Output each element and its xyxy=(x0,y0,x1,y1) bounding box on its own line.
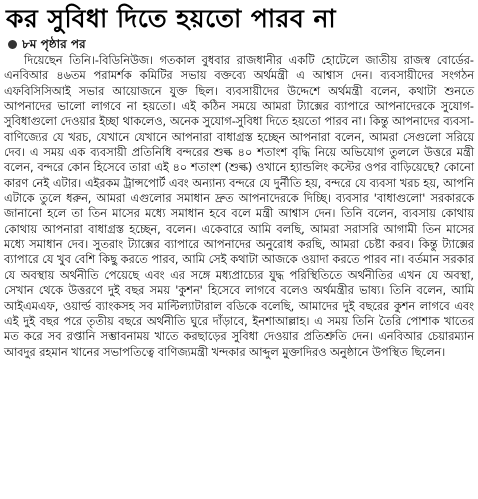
bullet-icon xyxy=(8,40,17,49)
article-body: দিয়েছেন তিনি।-বিডিনিউজ। গতকাল বুধবার রাজধানীর একটি হোটেলে জাতীয় রাজস্ব বোর্ডের-এনবিআর ৪৬তম পরামর্শক কমিটির সভায় বক্তব্যে অর্থমন্ত্রী এ আশ্বাস দেন। ব্যবসায়ীদের সংগঠন এফবিসিসিআই সভার আয়োজনে যুক্ত ছিল। ব্যবসায়ীদের উদ্দেশে অর্থমন্ত্রী বলেন, কথাটা শুনতে আপনাদের ভালো লাগবে না হয়তো। এই কঠিন সময়ে আমরা ট্যাক্সের ব্যাপারে আপনাদেরকে সুযোগ-সুবিধাগুলো দেওয়ার ইচ্ছা থাকলেও, অনেক সুযোগ-সুবিধা দিতে হয়তো পারব না। কিন্তু আপনাদের ব্যবসা-বাণিজ্যের যে খরচ, যেখানে যেখানে আপনারা বাধাগ্রস্ত হচ্ছেন আপনারা বলেন, আমরা সেগুলো সরিয়ে দেব। এ সময় এক ব্যবসায়ী প্রতিনিধি বন্দরের শুল্ক ৪০ শতাংশ বৃদ্ধি নিয়ে অভিযোগ তুললে উত্তরে মন্ত্রী বলেন, বন্দরে কোন হিসেবে তারা এই ৪০ শতাংশ (শুল্ক) ওখানে হ্যান্ডলিং কস্টের ওপর বাড়িয়েছে? কোনো কারণ নেই এটার। এইরকম ট্রান্সপোর্ট এবং অন্যান্য বন্দরে যে দুর্নীতি হয়, বন্দরে যে ব্যবসা খরচ হয়, আপনি এটাকে তুলে ধরুন, আমরা এগুলোর সমাধান দ্রুত আপনাদেরকে দিচ্ছি। ব্যবসার 'বাধাগুলো' সরকারকে জানানো হলে তা তিন মাসের মধ্যে সমাধান হবে বলে মন্ত্রী আশ্বাস দেন। তিনি বলেন, ব্যবসায় কোথায় কোথায় আপনারা বাধাগ্রস্ত হচ্ছেন, বলেন। একেবারে আমি বলছি, আমরা সরাসরি আগামী তিন মাসের মধ্যে সমাধান দেব। সুতরাং ট্যাক্সের ব্যাপারে আপনাদের অনুরোধ করছি, আমরা চেষ্টা করব। কিন্তু ট্যাক্সের ব্যাপারে যে খুব বেশি কিছু করতে পারব, আমি সেই কথাটা আজকে ওয়াদা করতে পারব না। বর্তমান সরকার যে অবস্থায় অর্থনীতি পেয়েছে এবং এর সঙ্গে মধ্যপ্রাচ্যের যুদ্ধ পরিস্থিতিতে অর্থনীতির এখন যে অবস্থা, সেখান থেকে উত্তরণে দুই বছর সময় 'কুশন' হিসেবে লাগবে বলেও অর্থমন্ত্রীর ভাষ্য। তিনি বলেন, আমি আইএমএফ, ওয়ার্ল্ড ব্যাংকসহ সব মাল্টিল্যাটারাল বডিকে বলেছি, আমাদের দুই বছরের কুশন লাগবে এবং এই দুই বছর পরে তৃতীয় বছরে অর্থনীতি ঘুরে দাঁড়াবে, ইনশাআল্লাহ। এ সময় তিনি তৈরি পোশাক খাতের মত করে সব রপ্তানি সম্ভাবনাময় খাতে করছাড়ের সুবিধা দেওয়ার প্রতিশ্রুতি দেন। এনবিআর চেয়ারম্যান আবদুর রহমান খানের সভাপতিত্বে বাণিজ্যমন্ত্রী খন্দকার আব্দুল মুক্তাদিরও অনুষ্ঠানে উপস্থিত ছিলেন। xyxy=(4,54,474,359)
continued-from-line xyxy=(8,37,86,51)
article-headline: কর সুবিধা দিতে হয়তো পারব না xyxy=(6,4,337,33)
continued-from-label: ৮ম পৃষ্ঠার পর xyxy=(22,37,86,51)
